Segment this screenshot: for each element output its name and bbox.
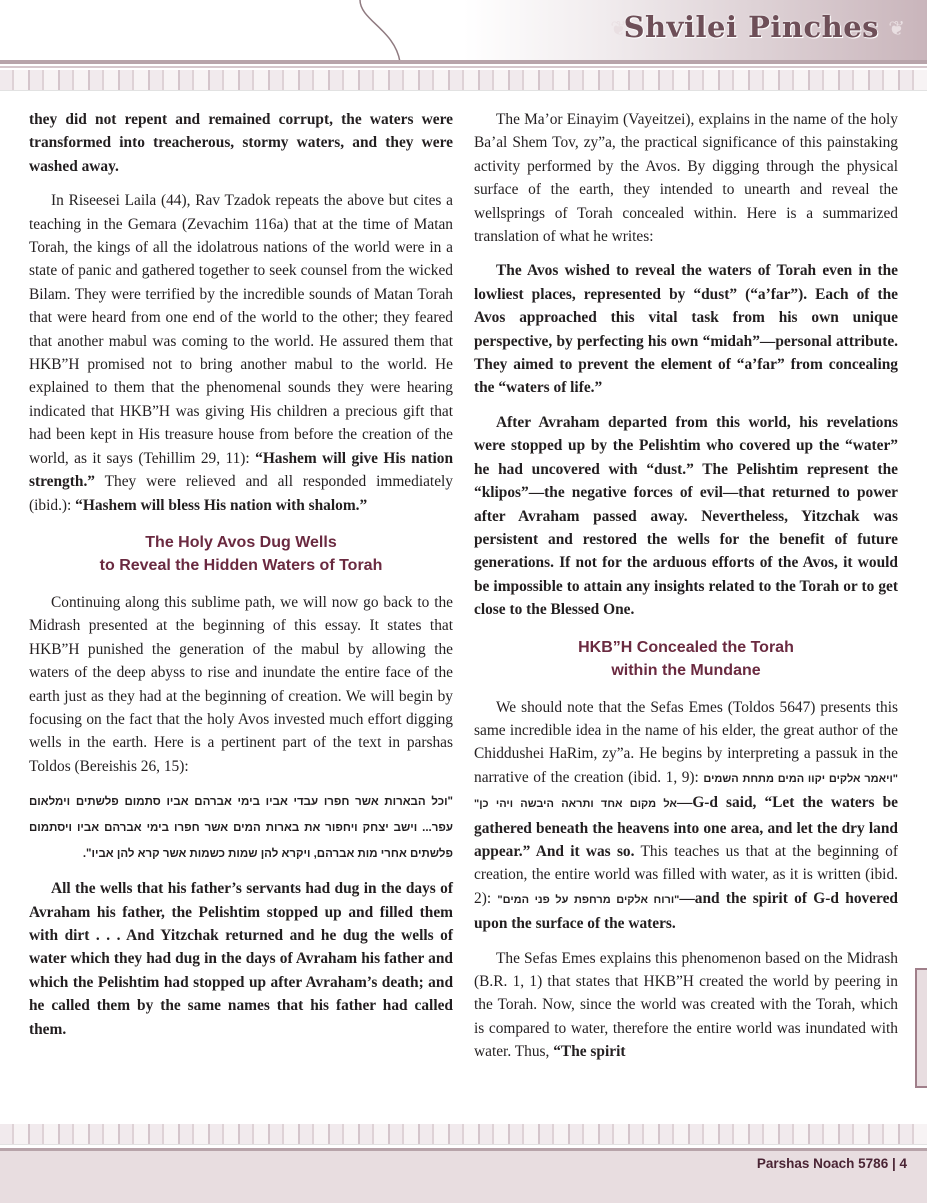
side-tab (915, 968, 927, 1088)
paragraph: Continuing along this sublime path, we will now go back to the Midrash presented at the beginning of this essay. It states that HKB”H punished the generation of the mabul by allowing the waters of the deep abyss to rise and inundate the entire face of the earth just as they had at the beginning of creation. We will begin by focusing on the fact that the holy Avos invested much effort digging wells in the earth. Here is a pertinent part of the text in parshas Toldos (Bereishis 26, 15): (29, 593, 453, 775)
brand-ornament-right-icon: ❦ (888, 18, 905, 40)
paragraph: they did not repent and remained corrupt, the waters were transformed into treacherous, stormy waters, and they were washed away. (29, 111, 453, 175)
publication-title: Shvilei Pinches (623, 10, 879, 44)
left-column (29, 108, 453, 1052)
section-heading: HKB”H Concealed the Torah within the Mundane (578, 638, 794, 679)
footer-ornament-border (0, 1124, 927, 1145)
paragraph: The Sefas Emes explains this phenomenon based on the Midrash (B.R. 1, 1) that states that HKB”H created the world by peering in the Torah. Now, since the world was created with the Torah, which is compared to water, therefore the entire world was inundated with water. Thus, “The spirit (474, 949, 898, 1061)
paragraph: The Ma’or Einayim (Vayeitzei), explains in the name of the holy Ba’al Shem Tov, zy”a, the practical significance of this painstaking activity performed by the Avos. By digging through the physical surface of the earth, they intended to unearth and reveal the wellsprings of Torah concealed within. Here is a summarized translation of what he writes: (474, 111, 898, 246)
hebrew-quote: "וכל הבארות אשר חפרו עבדי אביו בימי אברהם אביו סתמום פלשתים וימלאום עפר... וישב יצחק ויחפור את בארות המים אשר חפרו בימי אברהם אביו ויסתמום פלשתים אחרי מות אברהם, ויקרא להן שמות כשמות אשר קרא להן אביו". (29, 796, 453, 861)
paragraph: All the wells that his father’s servants had dug in the days of Avraham his father, the Pelishtim stopped up and filled them with dirt . . . And Yitzchak returned and he dug the wells of water which they had dug in the days of Avraham his father and which the Pelishtim had stopped up after Avraham’s death; and he called them by the same names that his father had called them. (29, 880, 453, 1038)
paragraph: The Avos wished to reveal the waters of Torah even in the lowliest places, represented by “dust” (“a’far”). Each of the Avos approached this vital task from his own unique perspective, by perfecting his own “midah”—personal attribute. They aimed to prevent the element of “a’far” from concealing the “waters of life.” (474, 262, 898, 397)
paragraph: We should note that the Sefas Emes (Toldos 5647) presents this same incredible idea in the name of his elder, the great author of the Chiddushei HaRim, zy”a. He begins by interpreting a passuk in the narrative of the creation (ibid. 1, 9): "ויאמר אלקים יקוו המים מתחת השמים אל מקום אחד ותראה היבשה ויהי כן"—G-d said, “Let the waters be gathered beneath the heavens into one area, and let the dry land appear.” And it was so. This teaches us that at the beginning of creation, the entire world was filled with water, as it is written (ibid. 2): "ורוח אלקים מרחפת על פני המים"—and the spirit of G-d hovered upon the surface of the waters. (474, 698, 899, 933)
right-column (474, 108, 898, 1075)
paragraph: After Avraham departed from this world, his revelations were stopped up by the Pelishtim who covered up the “water” he had uncovered with “dust.” The Pelishtim represent the “klipos”—the negative forces of evil—that returned to power after Avraham passed away. Nevertheless, Yitzchak was persistent and restored the wells for the benefit of future generations. If not for the arduous efforts of the Avos, it would be impossible to attain any insights related to the Torah or to get close to the Blessed One. (474, 413, 898, 619)
header-curve-decoration (340, 0, 420, 62)
page-footer: Parshas Noach 5786 | 4 (756, 1156, 907, 1171)
header-rule (0, 60, 927, 64)
brand-ornament-left-icon: ❦ (610, 18, 627, 40)
header-rule-thin (0, 66, 927, 68)
paragraph: In Riseesei Laila (44), Rav Tzadok repeats the above but cites a teaching in the Gemara (Zevachim 116a) that at the time of Matan Torah, the kings of all the idolatrous nations of the world were in a state of panic and gathered together to seek counsel from the wicked Bilam. They were terrified by the incredible sounds of Matan Torah that were heard from one end of the world to the other; they feared that another mabul was coming to the world. He assured them that HKB”H promised not to bring another mabul to the world. He explained to them that the phenomenal sounds they were hearing indicated that HKB”H was giving His children a precious gift that had been kept in His treasure house from before the creation of the world, as it says (Tehillim 29, 11): “Hashem will give His nation strength.” They were relieved and all responded immediately (ibid.): “Hashem will bless His nation with shalom.” (29, 192, 454, 514)
section-heading: The Holy Avos Dug Wells to Reveal the Hidden Waters of Torah (99, 533, 383, 574)
header-ornament-border (0, 70, 927, 91)
